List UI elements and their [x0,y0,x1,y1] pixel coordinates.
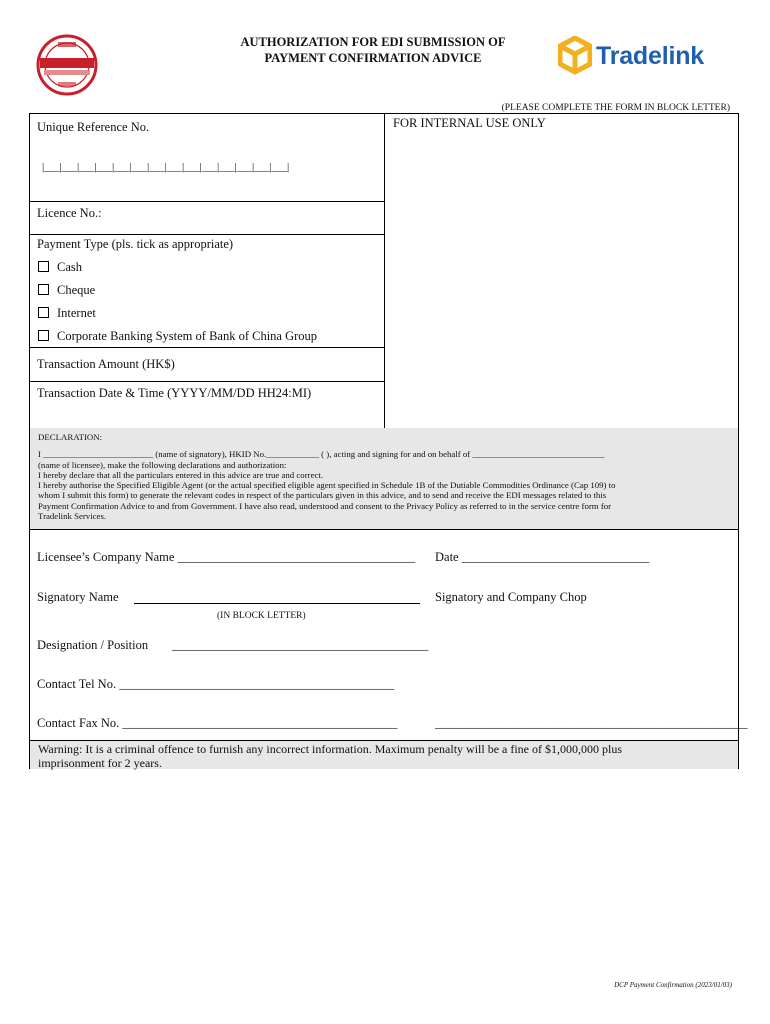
date-field[interactable]: Date ______________________________ [435,550,650,564]
divider [30,381,384,382]
option-label: Cash [57,260,82,274]
title-line-1: AUTHORIZATION FOR EDI SUBMISSION OF [240,35,506,49]
declaration-line: I hereby authorise the Specified Eligible Agent (or the actual specified eligible agent specified in Schedule 1B of the Dutiable Commodities Ordinance (Cap 109) to [38,480,616,491]
column-divider [384,114,385,428]
form-title [200,34,546,66]
designation-input[interactable]: _________________________________________ [172,638,429,652]
checkbox-icon[interactable] [38,307,49,318]
transaction-datetime-field[interactable]: Transaction Date & Time (YYYY/MM/DD HH24:MI) [37,386,312,400]
divider [30,201,384,202]
designation-label: Designation / Position [37,638,149,652]
divider [30,234,384,235]
payment-type-label: Payment Type (pls. tick as appropriate) [37,237,234,251]
unique-ref-input[interactable]: |___|___|___|___|___|___|___|___|___|___|___|___|___|___| [42,161,289,173]
declaration-line: I hereby declare that all the particulars entered in this advice are true and correct. [38,469,324,480]
checkbox-icon[interactable] [38,284,49,295]
internal-use-label: FOR INTERNAL USE ONLY [393,116,546,130]
contact-tel-field[interactable]: Contact Tel No. ____________________________________________ [37,677,395,691]
declaration-heading: DECLARATION: [38,432,103,442]
warning-text [38,742,718,770]
transaction-amount-field[interactable]: Transaction Amount (HK$) [37,357,175,371]
declaration-line: whom I submit this form) to generate the relevant codes in respect of the particulars given in this advice, and to send and receive the EDI messages related to this [38,490,607,501]
tradelink-logo [558,36,704,76]
unique-ref-label: Unique Reference No. [37,120,150,134]
seal-logo [36,34,98,96]
brand-name: Tradelink [596,41,704,70]
tradelink-cube-icon [558,36,592,76]
option-label: Corporate Banking System of Bank of China Group [57,329,318,343]
declaration-line: (name of licensee), make the following declarations and authorization: [38,459,287,470]
title-line-2: PAYMENT CONFIRMATION ADVICE [264,51,482,65]
contact-fax-field[interactable]: Contact Fax No. ____________________________________________ [37,716,398,730]
payment-option-corporate-banking[interactable] [38,329,317,344]
declaration-text [38,432,728,521]
declaration-line: I _________________________ (name of signatory), HKID No.____________ ( ), acting and signing for and on behalf of ______________________________ [38,449,605,460]
declaration-line: Tradelink Services. [38,511,107,522]
signatory-name-label: Signatory Name [37,590,119,604]
option-label: Internet [57,306,96,320]
divider [30,347,384,348]
chop-signature-line[interactable]: __________________________________________________ [435,716,748,730]
signatory-name-input[interactable] [134,591,420,609]
warning-line: imprisonment for 2 years. [38,756,162,770]
licence-field[interactable]: Licence No.: [37,206,102,220]
declaration-line: Payment Confirmation Advice to and from Government. I have also read, understood and consent to the Privacy Policy as referred to in the service centre form for [38,500,612,511]
checkbox-icon[interactable] [38,261,49,272]
payment-form [29,113,748,770]
divider [30,529,738,530]
checkbox-icon[interactable] [38,330,49,341]
block-letter-note: (PLEASE COMPLETE THE FORM IN BLOCK LETTER) [501,103,730,113]
payment-option-cheque[interactable] [38,283,95,298]
company-name-field[interactable]: Licensee’s Company Name ______________________________________ [37,550,416,564]
payment-option-internet[interactable] [38,306,96,321]
warning-line: Warning: It is a criminal offence to furnish any incorrect information. Maximum penalty will be a fine of $1,000,000 plus [38,742,622,756]
block-letter-hint: (IN BLOCK LETTER) [217,611,306,621]
company-chop-label: Signatory and Company Chop [435,590,587,604]
option-label: Cheque [57,283,96,297]
payment-option-cash[interactable] [38,260,82,275]
footer-version: DCP Payment Confirmation (2023/01/03) [614,981,732,989]
